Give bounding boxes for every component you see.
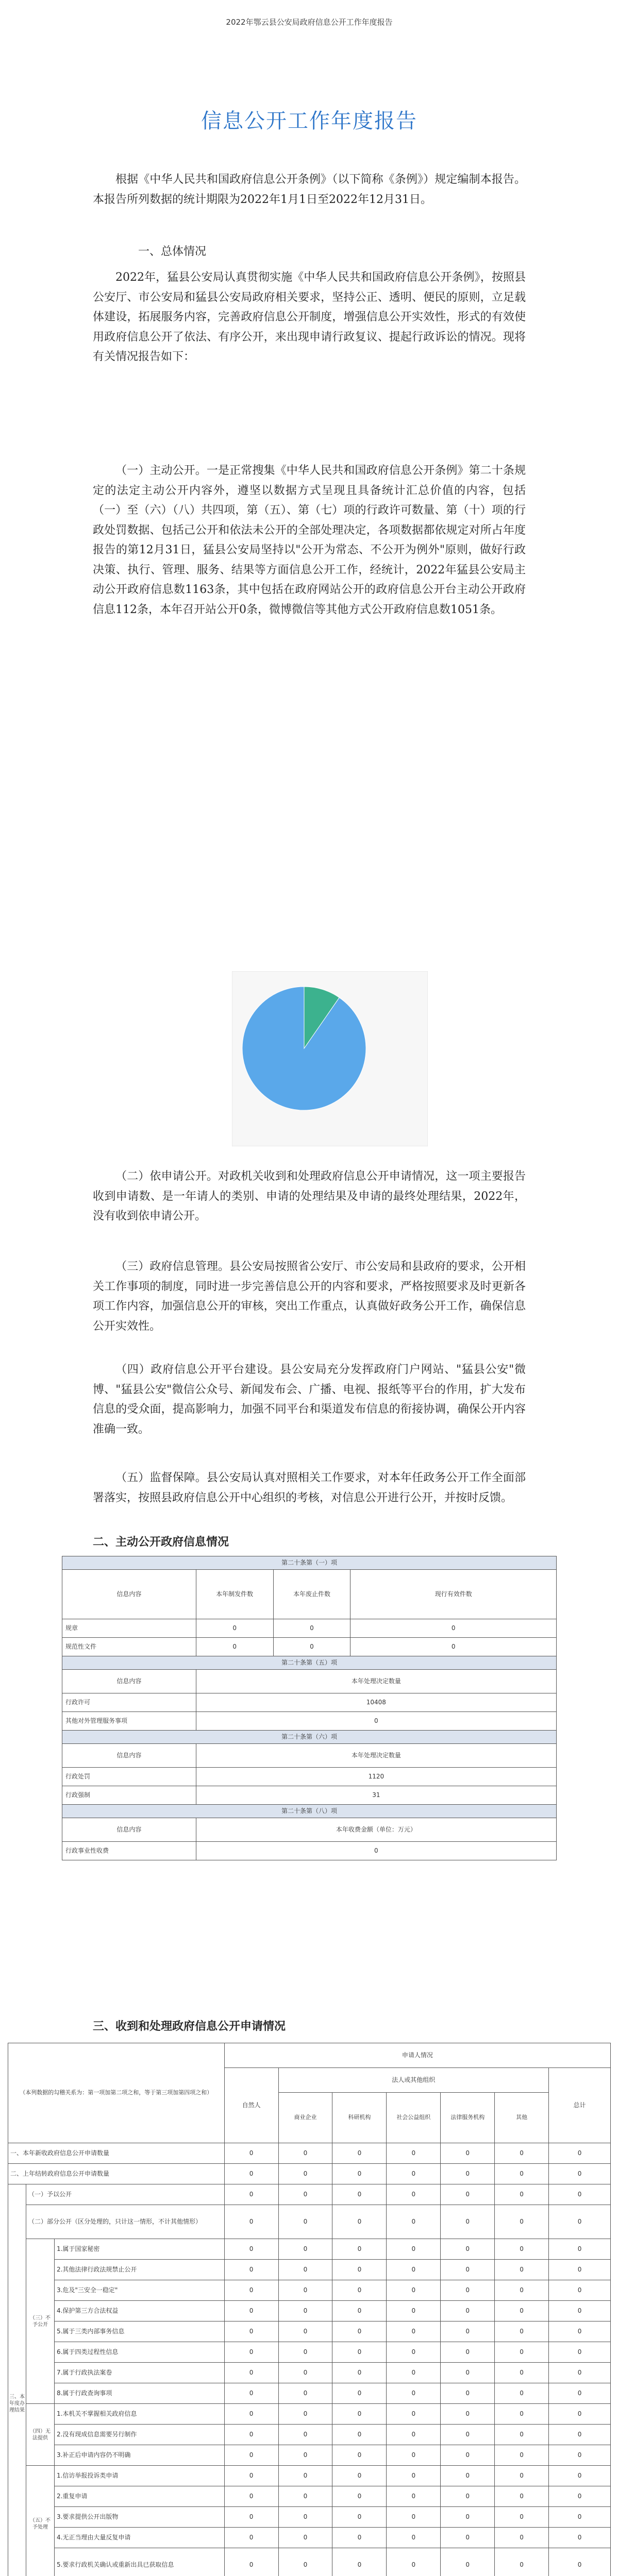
table-cell: 0 [495,2321,549,2342]
column-header: 总计 [549,2068,611,2143]
row-label: 7.属于行政执法案卷 [54,2363,224,2383]
table-cell: 0 [332,2205,387,2239]
table-row [8,2425,611,2445]
table-row [8,2548,611,2576]
table-cell: 0 [332,2425,387,2445]
table-row [8,2301,611,2321]
table-row [8,2342,611,2363]
table-row [8,2363,611,2383]
table-cell: 0 [332,2404,387,2425]
application-table [8,2043,611,2576]
table-cell: 0 [441,2143,495,2164]
table-cell: 0 [549,2301,611,2321]
table-cell: 0 [278,2260,332,2280]
table-cell: 0 [387,2445,441,2466]
table-cell: 0 [387,2260,441,2280]
table-row [8,2239,611,2260]
table-cell: 0 [549,2205,611,2239]
row-label: 2.其他法律行政法规禁止公开 [54,2260,224,2280]
table-cell: 0 [441,2280,495,2301]
column-header: 信息内容 [62,1744,196,1768]
table-cell: 0 [495,2363,549,2383]
table-cell: 0 [387,2404,441,2425]
table-cell: 0 [549,2342,611,2363]
table-cell: 行政处罚 [62,1768,196,1786]
column-header: 本年处理决定数量 [196,1670,556,1693]
table-cell: 0 [224,2528,278,2548]
table-cell: 0 [387,2383,441,2404]
table-cell: 行政许可 [62,1693,196,1712]
document-header: 2022年鄂云县公安局政府信息公开工作年度报告 [226,18,393,27]
table-cell: 0 [332,2466,387,2486]
table-cell: 0 [332,2383,387,2404]
table-cell: 0 [224,2280,278,2301]
column-header: 本年收费金额（单位：万元） [196,1818,556,1842]
table-cell: 0 [278,2301,332,2321]
table-row [8,2507,611,2528]
table-cell: 规章 [62,1619,196,1638]
table-row [8,2445,611,2466]
table-cell: 0 [549,2280,611,2301]
table-cell: 0 [441,2363,495,2383]
column-header: 信息内容 [62,1670,196,1693]
table-cell: 0 [549,2143,611,2164]
column-header: 科研机构 [332,2093,387,2143]
table-cell: 0 [495,2239,549,2260]
table-cell: 0 [332,2301,387,2321]
table-cell: 0 [224,2425,278,2445]
row-group-label: （四）无法提供 [26,2404,54,2466]
table-cell: 0 [549,2486,611,2507]
table-section-head: 第二十条第（一）项 [62,1556,557,1570]
table-cell: 0 [332,2445,387,2466]
table-cell: 0 [441,2486,495,2507]
row-group-label: 三、本年度办理结果 [8,2184,26,2576]
table-cell: 0 [441,2466,495,2486]
pie-chart-svg [232,971,428,1146]
table-cell: 0 [387,2143,441,2164]
table-cell: 0 [387,2363,441,2383]
table-cell: 0 [332,2363,387,2383]
table-cell: 0 [441,2164,495,2184]
row-label: 8.属于行政查询事项 [54,2383,224,2404]
column-header: 本年废止件数 [273,1570,350,1619]
table-cell: 0 [441,2342,495,2363]
column-header: 信息内容 [62,1818,196,1842]
table-cell: 0 [332,2143,387,2164]
table-cell: 0 [441,2184,495,2205]
table-cell: 0 [224,2404,278,2425]
section-1-heading: 一、总体情况 [138,245,207,258]
table-cell: 0 [441,2239,495,2260]
table-cell: 0 [495,2425,549,2445]
row-label: 2.重复申请 [54,2486,224,2507]
table-cell: 0 [495,2466,549,2486]
table-cell: 行政强制 [62,1786,196,1805]
table-cell: 0 [387,2528,441,2548]
table-cell: 0 [549,2164,611,2184]
table-cell: 0 [278,2445,332,2466]
table-cell: 0 [387,2205,441,2239]
table-cell: 0 [278,2239,332,2260]
table-cell: 0 [332,2164,387,2184]
table-cell: 0 [549,2239,611,2260]
table-row [8,2280,611,2301]
table-cell: 0 [441,2404,495,2425]
overview-paragraph: 2022年，猛县公安局认真贯彻实施《中华人民共和国政府信息公开条例》，按照县公安厅、市公安局和猛县公安局政府相关要求，坚持公正、透明、便民的原则，立足载体建设，拓展服务内容，完善政府信息公开制度，增强信息公开实效性，形式的有效使用政府信息公开了依法、有序公开，来出现申请行政复议、提起行政诉讼的情况。现将有关情况报告如下： [93,271,526,363]
table-cell: 0 [196,1619,273,1638]
row-label: 6.属于四类过程性信息 [54,2342,224,2363]
table-cell: 0 [224,2383,278,2404]
table-cell: 0 [224,2548,278,2576]
column-header: 本年处理决定数量 [196,1744,556,1768]
pie-slice [242,987,366,1110]
table-cell: 0 [278,2143,332,2164]
table-cell: 0 [387,2301,441,2321]
column-header: 自然人 [224,2068,278,2143]
column-header: 现行有效件数 [350,1570,557,1619]
table-cell: 0 [387,2507,441,2528]
table-cell: 0 [495,2528,549,2548]
table-cell: 0 [441,2425,495,2445]
table-cell: 0 [278,2486,332,2507]
table-cell: 0 [278,2404,332,2425]
table-cell: 0 [332,2260,387,2280]
row-label: 5.属于三类内部事务信息 [54,2321,224,2342]
table-cell: 0 [441,2321,495,2342]
table-cell: 0 [332,2239,387,2260]
table-cell: 0 [278,2548,332,2576]
table-cell: 0 [549,2321,611,2342]
table-cell: 0 [387,2342,441,2363]
table-row [8,2205,611,2239]
table-cell: 0 [495,2404,549,2425]
table-cell: 0 [495,2143,549,2164]
table-cell: 0 [549,2363,611,2383]
table-cell: 0 [224,2143,278,2164]
table-cell: 0 [387,2486,441,2507]
pie-chart [232,971,428,1146]
table-cell: 0 [278,2507,332,2528]
table-row [8,2164,611,2184]
section-3-heading: 三、收到和处理政府信息公开申请情况 [93,2020,286,2033]
table-cell: 0 [495,2260,549,2280]
row-label: 1.属于国家秘密 [54,2239,224,2260]
table-cell: 0 [224,2205,278,2239]
table-cell: 0 [387,2548,441,2576]
table-cell: 0 [441,2528,495,2548]
report-title: 信息公开工作年度报告 [201,109,417,133]
table-cell: 0 [278,2205,332,2239]
platform-paragraph: （四）政府信息公开平台建设。县公安局充分发挥政府门户网站、"猛县公安"微博、"猛县公安"微信公众号、新闻发布会、广播、电视、报纸等平台的作用，扩大发布信息的受众面，提高影响力，加强不同平台和渠道发布信息的衔接协调，确保公开内容准确一致。 [93,1363,526,1436]
table-cell: 0 [224,2486,278,2507]
column-header: 社会公益组织 [387,2093,441,2143]
table-cell: 0 [549,2260,611,2280]
table-row [8,2486,611,2507]
row-label: 1.信访举报投诉类申请 [54,2466,224,2486]
table-cell: 0 [332,2184,387,2205]
row-label: 3.危及"三安全一稳定" [54,2280,224,2301]
table-cell: 0 [224,2301,278,2321]
table-cell: 0 [549,2404,611,2425]
row-label: 2.没有现成信息需要另行制作 [54,2425,224,2445]
table-row [8,2184,611,2205]
table-cell: 0 [224,2239,278,2260]
table-cell: 行政事业性收费 [62,1842,196,1860]
table-cell: 0 [273,1638,350,1656]
table-cell: 0 [495,2445,549,2466]
table-row [8,2260,611,2280]
row-label: （二）部分公开（区分处理的，只计这一情形，不计其他情形） [26,2205,224,2239]
row-label: 5.要求行政机关确认或重新出具已获取信息 [54,2548,224,2576]
table-cell: 0 [273,1619,350,1638]
table-cell: 0 [224,2445,278,2466]
table-cell: 0 [224,2363,278,2383]
table-cell: 0 [278,2321,332,2342]
supervision-paragraph: （五）监督保障。县公安局认真对照相关工作要求，对本年任政务公开工作全面部署落实，按照县政府信息公开中心组织的考核，对信息公开进行公开，并按时反馈。 [93,1471,526,1504]
table-cell: 0 [278,2466,332,2486]
table-cell: 0 [278,2363,332,2383]
table-cell: 0 [549,2466,611,2486]
table-cell: 0 [441,2445,495,2466]
table-cell: 0 [332,2280,387,2301]
table-row [8,2404,611,2425]
table-cell: 0 [350,1638,557,1656]
table-cell: 其他对外管理服务事项 [62,1712,196,1731]
row-label: 1.本机关不掌握相关政府信息 [54,2404,224,2425]
table-cell: 0 [278,2184,332,2205]
table-cell: 0 [495,2507,549,2528]
table-cell: 0 [549,2528,611,2548]
table-cell: 0 [196,1638,273,1656]
table-cell: 0 [224,2164,278,2184]
table-section-head: 第二十条第（五）项 [62,1656,557,1670]
table-cell: 0 [549,2507,611,2528]
table-cell: 0 [278,2528,332,2548]
row-label: 一、本年新收政府信息公开申请数量 [8,2143,225,2164]
column-header: 其他 [495,2093,549,2143]
table-cell: 0 [495,2383,549,2404]
row-label: 3.要求提供公开出版物 [54,2507,224,2528]
table-cell: 0 [224,2466,278,2486]
table-cell: 0 [495,2205,549,2239]
table-cell: 0 [387,2425,441,2445]
table-cell: 0 [224,2260,278,2280]
table-cell: 0 [549,2383,611,2404]
table-cell: 10408 [196,1693,556,1712]
table-cell: 0 [387,2280,441,2301]
table-cell: 1120 [196,1768,556,1786]
table-cell: 0 [387,2164,441,2184]
table-section-head: 第二十条第（六）项 [62,1731,557,1744]
table-row [8,2383,611,2404]
table-cell: 0 [387,2184,441,2205]
table-row [8,2528,611,2548]
table-cell: 0 [224,2342,278,2363]
table-cell: 0 [332,2342,387,2363]
column-header: 法律服务机构 [441,2093,495,2143]
row-label: 4.保护第三方合法权益 [54,2301,224,2321]
table-cell: 0 [196,1712,556,1731]
row-label: （一）予以公开 [26,2184,224,2205]
table-cell: 31 [196,1786,556,1805]
table-cell: 0 [278,2342,332,2363]
table-cell: 0 [495,2301,549,2321]
table-cell: 0 [495,2342,549,2363]
table-cell: 0 [224,2507,278,2528]
column-header: 本年制发件数 [196,1570,273,1619]
table-cell: 0 [387,2321,441,2342]
table-row [8,2321,611,2342]
table-cell: 0 [549,2445,611,2466]
table-cell: 0 [495,2164,549,2184]
table-cell: 0 [332,2486,387,2507]
column-header: 信息内容 [62,1570,196,1619]
intro-paragraph: 根据《中华人民共和国政府信息公开条例》（以下简称《条例》）规定编制本报告。本报告所列数据的统计期限为2022年1月1日至2022年12月31日。 [93,173,526,206]
table-cell: 0 [196,1842,556,1860]
table-cell: 0 [350,1619,557,1638]
section-2-heading: 二、主动公开政府信息情况 [93,1536,229,1549]
table-cell: 0 [278,2383,332,2404]
table-cell: 0 [332,2528,387,2548]
table-cell: 0 [495,2184,549,2205]
active-disclosure-paragraph: （一）主动公开。一是正常搜集《中华人民共和国政府信息公开条例》第二十条规定的法定主动公开内容外，遵坚以数据方式呈现且具备统计汇总价值的内容，包括（一）至（六）（八）共四项，第（五）、第（七）项的行政许可数量、第（十）项的行政处罚数据、包括己公开和依法未公开的全部处理决定，各项数据都依规定对所占年度报告的第12月31日，猛县公安局坚持以"公开为常态、不公开为例外"原则，做好行政决策、执行、管理、服务、结果等方面信息公开工作，经统计，2022年猛县公安局主动公开政府信息数1163条，其中包括在政府网站公开的政府信息公开台主动公开政府信息112条，本年召开站公开0条，微博微信等其他方式公开政府信息数1051条。 [93,464,526,616]
table-cell: 0 [549,2425,611,2445]
table-cell: 0 [495,2280,549,2301]
table-cell: 0 [278,2425,332,2445]
table-cell: 0 [224,2321,278,2342]
table-cell: 0 [278,2164,332,2184]
column-group-header: 申请人情况 [224,2043,610,2068]
corner-note: （本列数据的勾稽关系为：第一项加第二项之和，等于第三项加第四项之和） [8,2043,225,2143]
table-cell: 0 [387,2466,441,2486]
table-cell: 0 [441,2507,495,2528]
table-cell: 0 [441,2301,495,2321]
table-cell: 0 [224,2184,278,2205]
row-label: 二、上年结转政府信息公开申请数量 [8,2164,225,2184]
table-cell: 0 [495,2548,549,2576]
table-cell: 0 [549,2548,611,2576]
table-cell: 0 [332,2507,387,2528]
active-disclosure-table [62,1556,557,1860]
row-group-label: （五）不予处理 [26,2466,54,2576]
table-row [8,2466,611,2486]
table-cell: 0 [332,2321,387,2342]
row-group-label: （三）不予公开 [26,2239,54,2404]
application-paragraph: （二）依申请公开。对政机关收到和处理政府信息公开申请情况，这一项主要报告收到申请数、是一年请人的类别、申请的处理结果及申请的最终处理结果，2022年，没有收到依申请公开。 [93,1170,526,1223]
table-cell: 0 [332,2548,387,2576]
table-cell: 0 [441,2205,495,2239]
row-label: 4.无正当理由大量反复申请 [54,2528,224,2548]
management-paragraph: （三）政府信息管理。县公安局按照省公安厅、市公安局和县政府的要求，公开相关工作事项的制度，同时进一步完善信息公开的内容和要求，严格按照要求及时更新各项工作内容，加强信息公开的审核，突出工作重点，认真做好政务公开工作，确保信息公开实效性。 [93,1260,526,1333]
row-label: 3.补正后申请内容仍不明确 [54,2445,224,2466]
table-cell: 0 [549,2184,611,2205]
table-cell: 0 [495,2486,549,2507]
table-row [8,2143,611,2164]
table-cell: 规范性文件 [62,1638,196,1656]
column-header: 商业企业 [278,2093,332,2143]
column-group-header: 法人或其他组织 [278,2068,549,2093]
table-cell: 0 [278,2280,332,2301]
table-cell: 0 [441,2383,495,2404]
table-cell: 0 [441,2548,495,2576]
table-cell: 0 [387,2239,441,2260]
document-page [9,0,586,2576]
table-section-head: 第二十条第（八）项 [62,1805,557,1818]
table-cell: 0 [441,2260,495,2280]
